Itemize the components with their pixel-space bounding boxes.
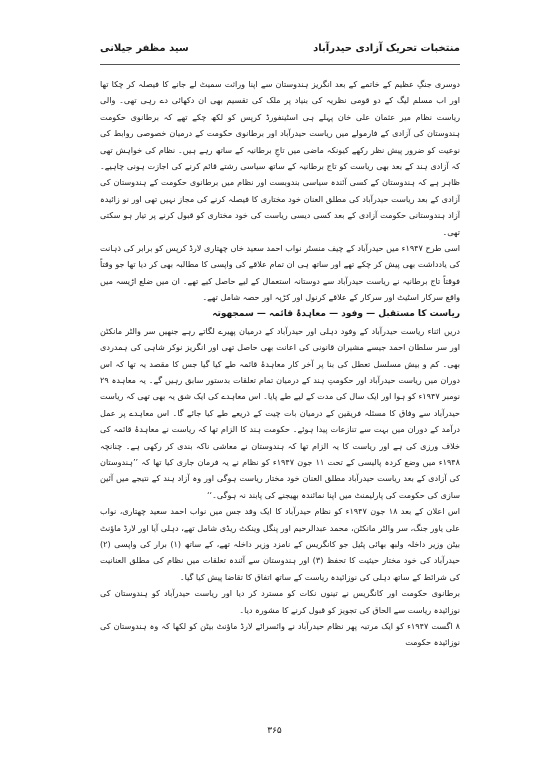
section-heading: ریاست کا مستقبل — وفود — معاہدۂ قائمہ — سمجھوتہ [212, 308, 460, 319]
paragraph: اسی طرح ۱۹۴۷ء میں حیدرآباد کے چیف منسٹر نواب احمد سعید خاں چھتاری لارڈ کرپس کو برابر کی ذہانت کی یادداشت بھی پیش کر چکے تھے اور ساتھ ہی ان تمام علاقے کی واپسی کا مطالبہ بھی کر دیا تھا جو وقتاً فوقتاً تاج برطانیہ نے ریاست حیدرآباد سے دوستانہ استعمال کے لیے حاصل کیے تھے۔ ان میں ضلع اڑیسہ میں واقع سرکار اسٹیٹ اور سرکار کے علاقے کرنول اور کڑپہ اور حصہ شامل تھے۔ [100, 243, 460, 303]
paragraph: دریں اثناء ریاست حیدرآباد کے وفود دہلی اور حیدرآباد کے درمیان پھیرے لگاتے رہے جنھیں سر والٹر مانکٹن اور سر سلطان احمد جیسے مشیران قانونی کی اعانت بھی حاصل تھی اور انگریز نوکر شاہی کی ہمدردی بھی۔ کم و بیش مسلسل تعطل کی بنا پر آخر کار معاہدۂ قائمہ طے کیا گیا جس کا مقصد یہ تھا کہ اس دوران میں ریاست حیدرآباد اور حکومتِ ہند کے درمیان تمام تعلقات بدستور سابق رہیں گے۔ یہ معاہدہ ۲۹ نومبر ۱۹۴۷ء کو ہوا اور ایک سال کی مدت کے لیے طے پایا۔ اس معاہدے کی ایک شق یہ بھی تھی کہ ریاست حیدرآباد سے وفاق کا مسئلہ فریقین کے درمیان بات چیت کے ذریعے طے کیا جائے گا۔ اس معاہدے پر عمل درآمد کے دوران میں بہت سے تنازعات پیدا ہوئے۔ حکومت ہند کا الزام تھا کہ ریاست نے معاہدۂ قائمہ کی خلاف ورزی کی ہے اور ریاست کا یہ الزام تھا کہ ہندوستان نے معاشی ناکہ بندی کر رکھی ہے۔ چنانچہ ۱۹۴۸ء میں وضع کردہ پالیسی کے تحت ۱۱ جون ۱۹۴۷ء کو نظام نے یہ فرمان جاری کیا تھا کہ ’’ہندوستان کی آزادی کے بعد ریاست حیدرآباد مطلق العنان خود مختار ریاست ہوگی اور وہ آزاد ہند کے نتیجے میں آئین سازی کی حکومت کی پارلیمنٹ میں اپنا نمائندہ بھیجنے کی پابند نہ ہوگی۔‘‘ [100, 325, 460, 500]
paragraph: دوسری جنگِ عظیم کے خاتمے کے بعد انگریز ہندوستان سے اپنا وراثت سمیٹ لے جانے کا فیصلہ کر چکا تھا اور اب مسلم لیگ کے دو قومی نظریہ کی بنیاد پر ملک کی تقسیم بھی ان دکھائی دے رہی تھی۔ والی ریاست نظام میر عثمان علی خان پہلے ہی اسٹینفورڈ کرپس کو لکھ چکے تھے کہ برطانوی حکومت ہندوستان کی آزادی کے فارمولے میں ریاست حیدرآباد اور برطانوی حکومت کے درمیان خصوصی روابط کی نوعیت کو ضرور پیش نظر رکھے کیونکہ ماضی میں تاجِ برطانیہ کے ساتھ رہے ہیں۔ نظام کی خواہش تھی کہ آزادی ہند کے بعد بھی ریاست کو تاج برطانیہ کے ساتھ سیاسی رشتے قائم کرنے کی اجازت ہونی چاہیے۔ ظاہر ہے کہ ہندوستان کے کسی آئندہ سیاسی بندوبست اور نظام میں برطانوی حکومت کے ہندوستان کی آزادی کے بعد ریاست حیدرآباد کی مطلق العنان خود مختاری کا فیصلہ کرنے کی مجاز نہیں تھی اور نو زائیدہ آزاد ہندوستانی حکومت آزادی کے بعد کسی دیسی ریاست کی خود مختاری کو قبول کرنے پر تیار ہو سکتی تھی۔ [100, 79, 460, 237]
page-number: ۳۶۵ [267, 726, 282, 736]
author-name: سید مظفر جیلانی [100, 42, 189, 54]
running-header [100, 38, 460, 58]
main-text [100, 76, 460, 716]
header-divider [100, 64, 460, 65]
book-title: منتخبات تحریک آزادی حیدرآباد [313, 42, 460, 54]
paragraph: برطانوی حکومت اور کانگریس نے تینوں نکات کو مسترد کر دیا اور ریاست حیدرآباد کو ہندوستان کی نوزائیدہ ریاست سے الحاق کی تجویز کو قبول کرنے کا مشورہ دیا۔ [100, 588, 460, 615]
paragraph: ۸ اگست ۱۹۴۷ء کو ایک مرتبہ پھر نظام حیدرآباد نے وائسرائے لارڈ ماؤنٹ بیٹن کو لکھا کہ وہ ہندوستان کی نوزائیدہ حکومت [100, 621, 460, 648]
paragraph: اس اعلان کے بعد ۱۸ جون ۱۹۴۷ء کو نظام حیدرآباد کا ایک وفد جس میں نواب احمد سعید چھتاری، نواب علی یاور جنگ، سر والٹر مانکٹن، محمد عبدالرحیم اور پنگل وینکٹ ریڈی شامل تھے، دہلی آیا اور لارڈ ماؤنٹ بیٹن وزیر داخلہ ولبھ بھائی پٹیل جو کانگریس کے نامزد وزیر داخلہ تھے، کے ساتھ (۱) برار کی واپسی (۲) حیدرآباد کی خود مختار حیثیت کا تحفظ (۳) اور ہندوستان سے آئندہ تعلقات میں نظام کی مطلق العنانیت کی شرائط کے ساتھ دہلی کی نوزائیدہ ریاست کے ساتھ اتفاق کا تقاضا پیش کیا گیا۔ [100, 506, 460, 582]
